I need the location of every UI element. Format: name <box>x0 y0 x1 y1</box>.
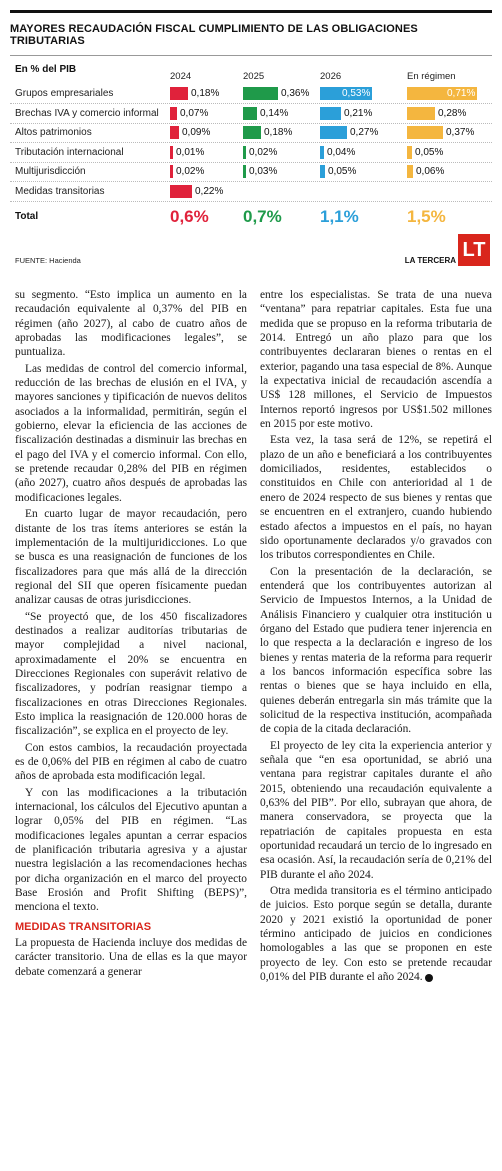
paragraph: Con estos cambios, la recaudación proyectada es de 0,06% del PIB en régimen al cabo de cuatro años de aprobada esta modificación legal. <box>15 741 247 783</box>
column-header: 2026 <box>320 71 342 82</box>
article-column-left <box>15 288 247 981</box>
row-label: Brechas IVA y comercio informal <box>15 107 159 119</box>
row-label: Multijurisdicción <box>15 166 86 177</box>
bar <box>407 107 435 120</box>
bar <box>320 107 341 120</box>
data-label: 0,05% <box>415 146 444 158</box>
table-row <box>10 84 492 104</box>
bar <box>407 146 412 159</box>
bar <box>243 87 278 100</box>
data-label: 0,09% <box>182 127 211 138</box>
data-label: 0,05% <box>328 166 357 177</box>
bar <box>243 165 246 178</box>
paragraph: “Se proyectó que, de los 450 fiscalizadores destinados a realizar auditorías tributarias de mayor complejidad a nivel nacional, aproximadamente el 20% se encuentra en Direcciones Regionales con superávit relativo de fiscalizadores, y podrían reasignar tiempo a fiscalizaciones en otras Direcciones Regionales. Esto implica la reasignación de 120.000 horas de fiscalización”, se explica en el proyecto de ley. <box>15 610 247 738</box>
row-label: Medidas transitorias <box>15 185 105 197</box>
data-label: 0,36% <box>281 88 310 99</box>
end-mark-icon <box>425 974 433 982</box>
section-subhead: MEDIDAS TRANSITORIAS <box>15 920 152 933</box>
bar <box>170 185 192 198</box>
infographic <box>10 10 492 272</box>
data-label: 0,37% <box>446 127 475 138</box>
data-label: 0,18% <box>191 88 220 99</box>
bar <box>243 107 257 120</box>
paragraph: entre los especialistas. Se trata de una nueva “ventana” para repatriar capitales. Esta fue una medida que se propuso en la reforma tributaria de 2014. Entregó un año plazo para que los contribuyentes declararan bienes o rentas en el exterior, pagando una tasa especial de 8%. Aunque la expectativa inicial de recaudación ascendía a US$ 128 millones, el Servicio de Impuestos Internos reportó ingresos por US$1.502 millones en 2015 por este motivo. <box>260 289 492 431</box>
data-label: 0,04% <box>327 146 356 158</box>
bar <box>243 146 246 159</box>
title-rule <box>10 55 492 56</box>
data-label: 0,18% <box>264 127 293 138</box>
column-header: En régimen <box>407 71 456 82</box>
table-row <box>10 104 492 124</box>
bar <box>170 87 188 100</box>
data-label: 0,28% <box>438 107 467 119</box>
bar <box>407 165 413 178</box>
bar <box>170 146 173 159</box>
paragraph: Otra medida transitoria es el término anticipado de juicios. Esto porque según se detalla, durante 2020 y 2021 existió la oportunidad de poner término anticipado de juicios en condiciones homologables a las que se proponen en este proyecto de ley. Con esto se pretende recaudar 0,01% del PIB durante el año 2024. <box>260 885 492 984</box>
data-label: 0,27% <box>350 127 379 138</box>
unit-label: En % del PIB <box>15 64 77 75</box>
paragraph: La propuesta de Hacienda incluye dos medidas de carácter transitorio. Una de ellas es la que mayor debate comenzará a generar <box>15 937 247 978</box>
data-label: 0,06% <box>416 166 445 177</box>
paragraph: Y con las modificaciones a la tributación internacional, los cálculos del Ejecutivo apuntan a lograr 0,05% del PIB en régimen. “Las modificaciones legales apuntan a cerrar espacios de planificación tributaria agresiva y a ajustar nuestra legislación a las recomendaciones hechas por dicha organización en el marco del proyecto Base Erosión and Profit Shifting (BEPS)”, menciona el texto. <box>15 786 247 914</box>
paragraph: El proyecto de ley cita la experiencia anterior y señala que “en esa oportunidad, se abrió una ventana para registrar capitales durante el año 2015, obteniendo una recaudación equivalente a 0,63% del PIB”. Por ello, subrayan que ahora, de manera conservadora, se proyecta que la repatriación de capitales propuesta en esta oportunidad recaudará un tercio de lo ingresado en esa ocasión. Así, la recaudación sería de 0,21% del PIB durante el año 2024. <box>260 739 492 881</box>
data-label: 0,22% <box>195 185 224 197</box>
column-header: 2024 <box>170 71 192 82</box>
bar <box>170 165 173 178</box>
article-column-right <box>260 288 492 987</box>
total-value: 1,5% <box>407 207 446 226</box>
data-label: 0,14% <box>260 107 289 119</box>
infographic-title: MAYORES RECAUDACIÓN FISCAL CUMPLIMIENTO DE LAS OBLIGACIONES TRIBUTARIAS <box>10 23 418 47</box>
total-label: Total <box>15 211 39 222</box>
data-label: 0,53% <box>342 88 371 99</box>
bar <box>320 165 325 178</box>
bar <box>320 126 347 139</box>
paragraph: Esta vez, la tasa será de 12%, se repetirá el plazo de un año e beneficiará a los contribuyentes domiciliados, residentes, establecidos o constituidos en Chile con anterioridad al 1 de enero de 2024 respecto de sus bienes y rentas que se encuentren en el extranjero, cuando hubiendo estado afectos a impuestos en el país, no hayan sido oportunamente declarados y/o gravados con los tributos correspondientes en Chile. <box>260 434 492 562</box>
data-label: 0,03% <box>249 166 278 177</box>
paragraph: su segmento. “Esto implica un aumento en la recaudación equivalente al 0,37% del PIB en régimen (año 2027), al cabo de cuatro años de aprobadas las modificaciones legales”, se puntualiza. <box>15 289 247 359</box>
total-value: 0,7% <box>243 207 282 226</box>
top-rule <box>10 10 492 13</box>
bar <box>243 126 261 139</box>
paragraph: Las medidas de control del comercio informal, reducción de las brechas de elusión en el IVA, y mayores sanciones y tipificación de nuevos delitos asociados a la informalidad, permitirán, según el gobierno, elevar la eficiencia de las acciones de fiscalización destinadas a disminuir las brechas en el pago del IVA y el comercio informal. Con ello, se pretende recaudar 0,28% del PIB en régimen (año 2027), cuatro años después de aprobadas las modificaciones legales. <box>15 362 247 504</box>
bar <box>320 146 324 159</box>
paragraph: En cuarto lugar de mayor recaudación, pero distante de los tras ítems anteriores se están la implementación de la multijuridicciones. Lo que se busca es una reasignación de funciones de los fiscalizadores para que más allá de la dirección regional del SII que operen físicamente puedan analizar causas de otras jurisdicciones. <box>15 508 247 607</box>
data-label: 0,02% <box>249 146 278 158</box>
row-label: Altos patrimonios <box>15 127 92 138</box>
data-label: 0,71% <box>447 88 476 99</box>
brand-name: LA TERCERA <box>404 256 456 265</box>
paragraph: Con la presentación de la declaración, se entenderá que los contribuyentes autorizan al Servicio de Impuestos Internos, a la Unidad de Análisis Financiero y cualquier otra institución u órgano del Estado que pudiera tener injerencia en lo que respecta a la declaración e ingreso de los bienes y rentas materia de la reforma para requerir a los bancos información específica sobre las rentas o bienes que se haya incluido en ella, quienes deberán entregarla sin más trámite que la solicitud de la respectiva institución, acompañada de copia de la citada declaración. <box>260 565 492 736</box>
data-label: 0,02% <box>176 166 205 177</box>
row-label: Tributación internacional <box>15 146 124 158</box>
row-divider <box>10 201 492 202</box>
brand-logo: LT <box>458 234 490 266</box>
data-label: 0,07% <box>180 107 209 119</box>
data-label: 0,21% <box>344 107 373 119</box>
bar <box>170 126 179 139</box>
table-row <box>10 162 492 182</box>
bar <box>407 126 443 139</box>
table-row <box>10 123 492 143</box>
total-value: 1,1% <box>320 207 359 226</box>
source-note: FUENTE: Hacienda <box>15 256 81 265</box>
column-header: 2025 <box>243 71 265 82</box>
bar <box>170 107 177 120</box>
table-row <box>10 143 492 163</box>
table-row <box>10 182 492 202</box>
row-label: Grupos empresariales <box>15 88 114 99</box>
total-value: 0,6% <box>170 207 209 226</box>
data-label: 0,01% <box>176 146 205 158</box>
